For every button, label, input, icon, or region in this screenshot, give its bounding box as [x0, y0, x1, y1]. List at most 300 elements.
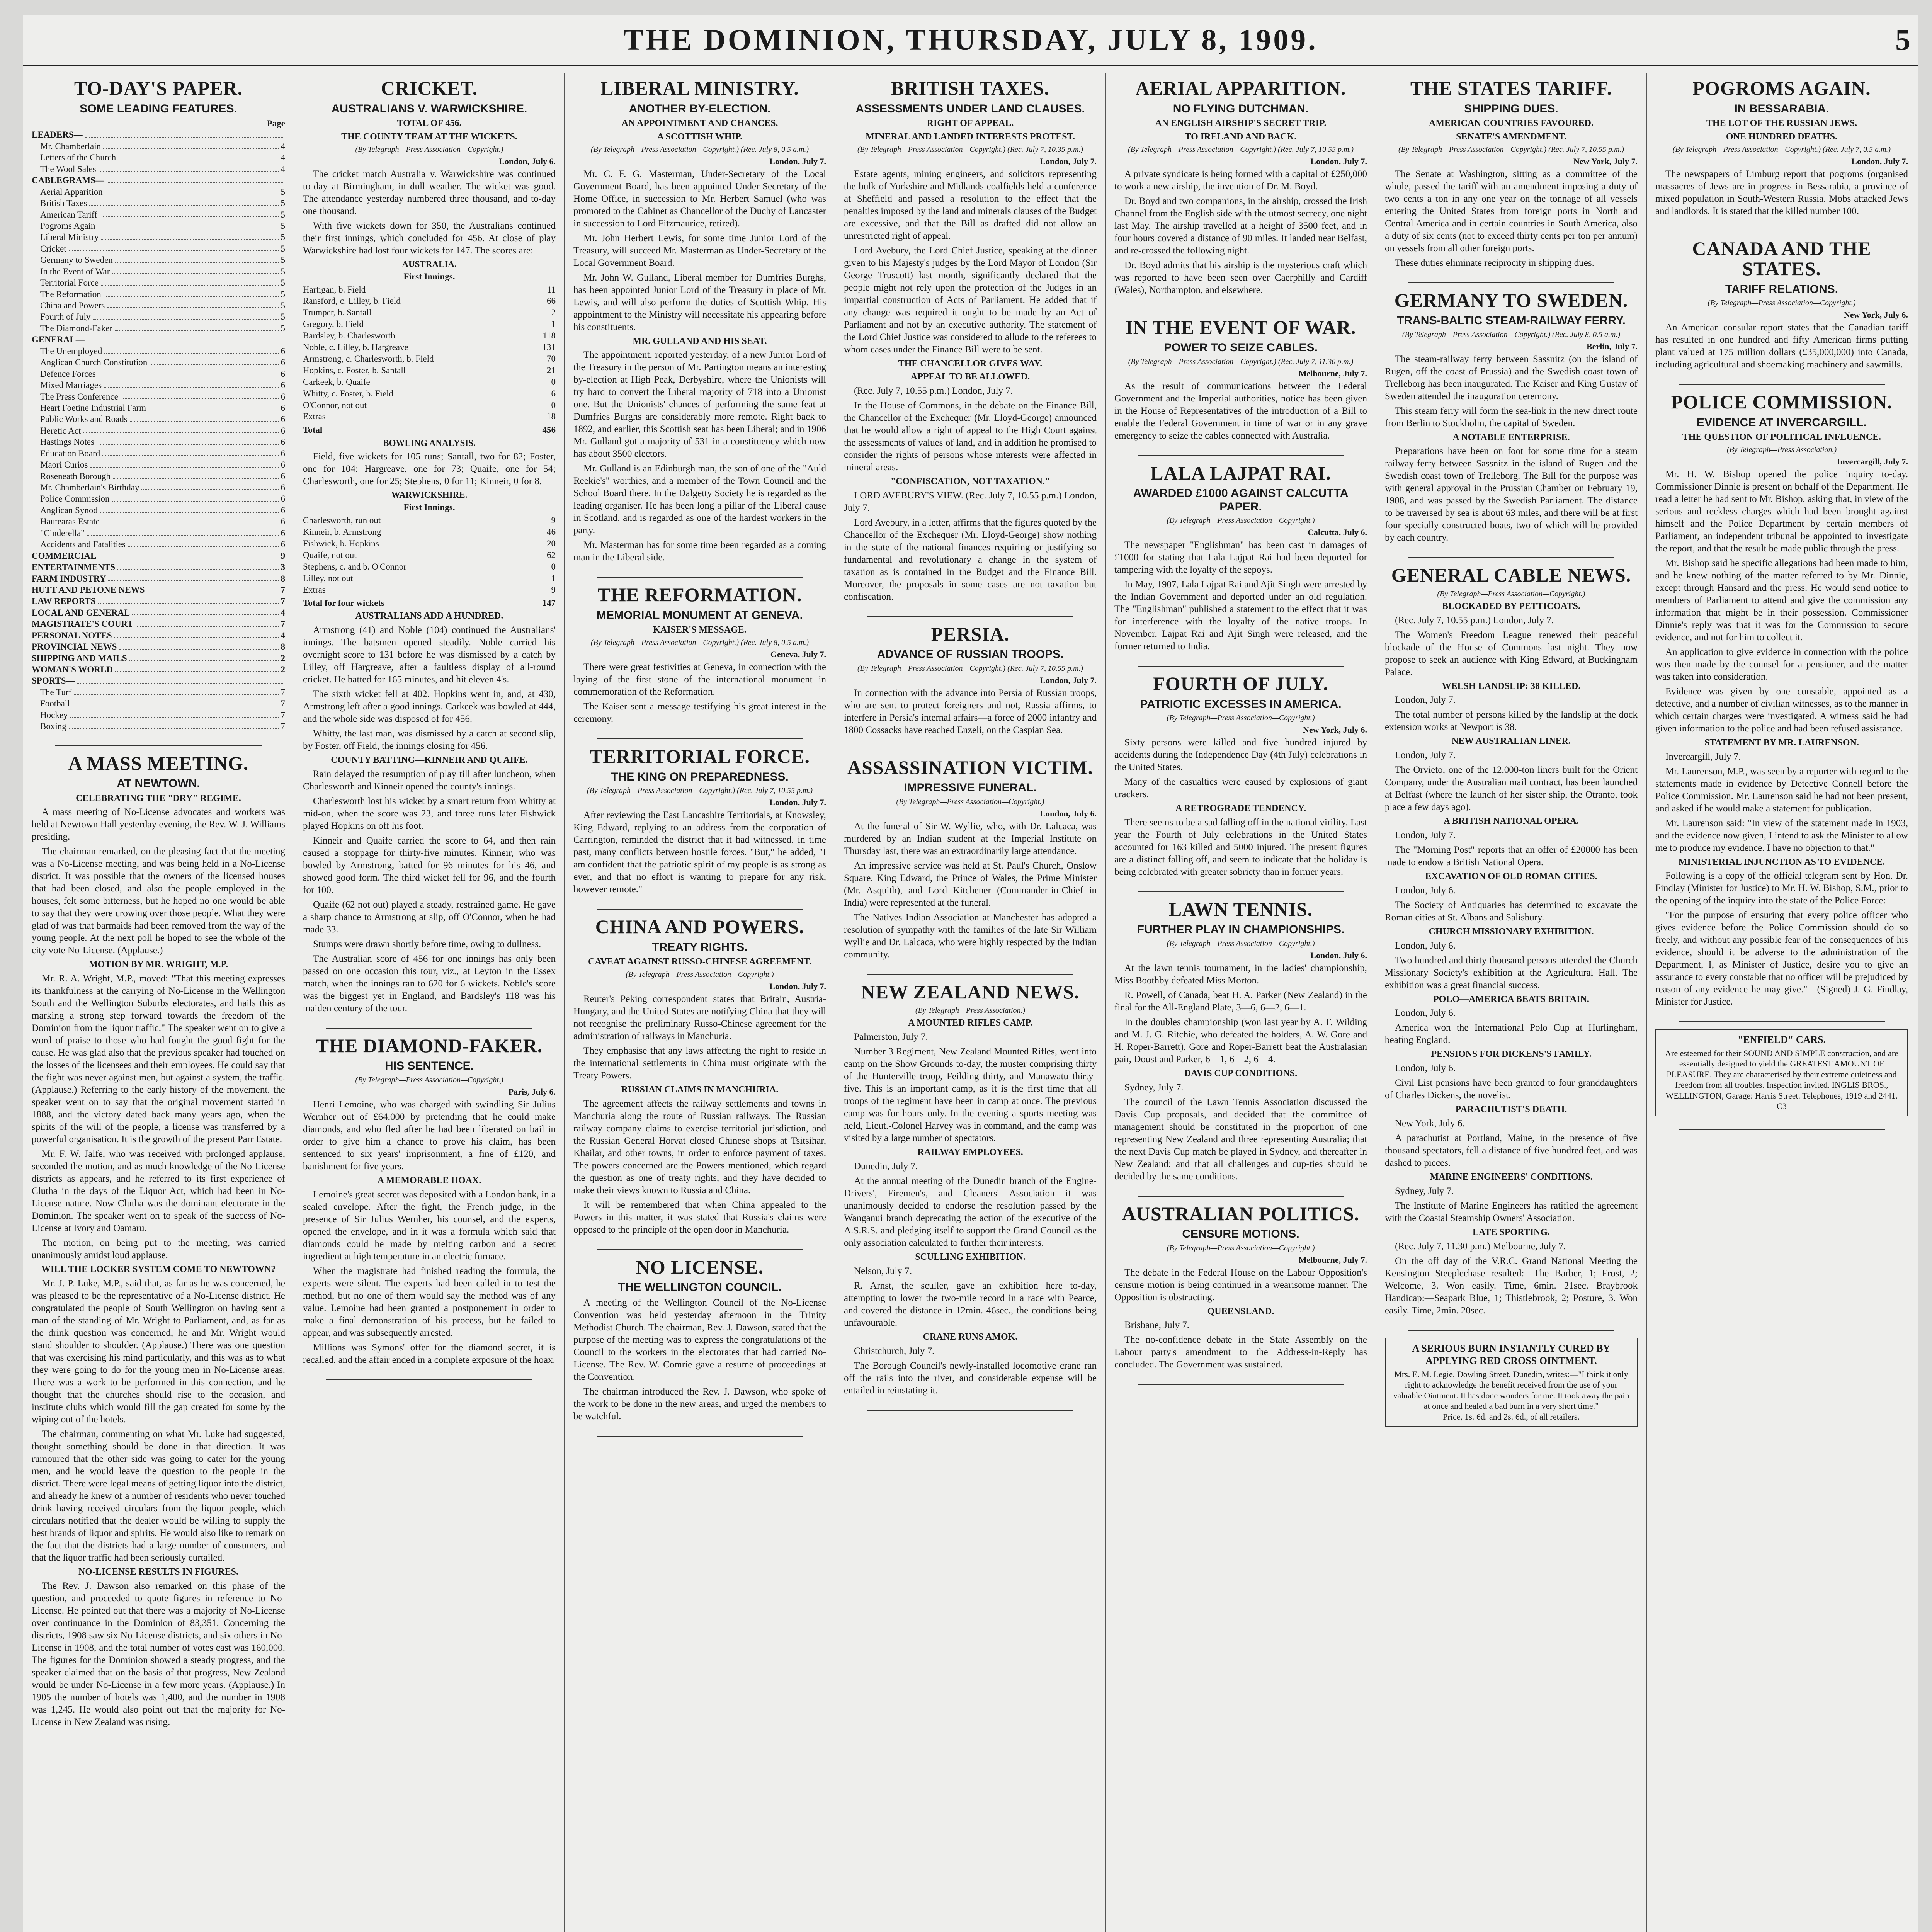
paragraph: It will be remembered that when China appealed to the Powers in this matter, it was stated that Russia's claims were opposed to the principle of the open door in Manchuria. [573, 1199, 826, 1235]
toc-label: Heretic Act [40, 425, 81, 435]
article [32, 78, 285, 732]
toc-leader [104, 289, 279, 297]
score-row [303, 388, 556, 400]
toc-item [32, 231, 285, 243]
toc-page: 8 [281, 573, 285, 583]
toc-item [32, 505, 285, 516]
advertisement [1385, 1338, 1638, 1427]
total-runs: 456 [542, 425, 556, 435]
toc-item [32, 129, 285, 140]
dateline: Geneva, July 7. [770, 650, 826, 660]
paragraph: Armstrong (41) and Noble (104) continued the Australians' innings. The batsmen opened steadily. Noble carried his overnight score to 131 before he was dismissed by a catch by Lilley, off Hargreave, after a faultless display of all-round cricket. He batted for 165 minutes, and hit eleven 4's. [303, 625, 556, 685]
dateline: Berlin, July 7. [1586, 341, 1638, 351]
section-subhead: THE CHANCELLOR GIVES WAY. [898, 358, 1043, 369]
subheadline: THE QUESTION OF POLITICAL INFLUENCE. [1682, 432, 1881, 442]
wire-credit: (By Telegraph—Press Association—Copyright.) (Rec. July 7, 11.30 p.m.) [1128, 357, 1354, 366]
section-rule [1408, 282, 1614, 283]
paragraph: Dunedin, July 7. [854, 1161, 918, 1172]
wire-credit: (By Telegraph—Press Association—Copyright.) (Rec. July 7, 10.55 p.m.) [1128, 145, 1354, 154]
paragraph: Dr. Boyd admits that his airship is the mysterious craft which was reported to have been seen over Caerphilly and Cardiff (Wales), Northampton, and elsewhere. [1114, 260, 1367, 295]
column-4 [835, 73, 1105, 1932]
section-rule [1408, 1330, 1614, 1331]
paragraph: In connection with the advance into Persia of Russian troops, who are sent to protect foreigners and not, Russia affirms, to interfere in Persia's internal affairs—a force of 2000 infantry and 1800 Cossacks have reached Enzeli, on the Caspian Sea. [844, 687, 1097, 735]
toc-item [32, 436, 285, 447]
toc-page: 5 [281, 221, 285, 231]
toc-item [32, 573, 285, 584]
paragraph: There were great festivities at Geneva, in connection with the laying of the first stone of the international monument in commemoration of the Reformation. [573, 662, 826, 697]
paragraph: The Senate at Washington, sitting as a committee of the whole, passed the tariff with an amendment imposing a duty of two cents a ton in any one year on the tonnage of all vessels entering the United States from foreign ports in North and Central America and in certain countries in South America, also a duty of six cents (not to exceed thirty cents per ton per annum) on vessels from all other foreign ports. [1385, 168, 1638, 253]
toc-label: Liberal Ministry [40, 232, 99, 242]
section-rule [867, 974, 1073, 975]
batsman: Armstrong, c. Charlesworth, b. Field [303, 354, 434, 364]
paragraph: Two hundred and thirty thousand persons attended the Church Missionary Society's exhibition at the Agricultural Hall. The exhibition was a great financial success. [1385, 955, 1638, 990]
runs: 11 [547, 284, 556, 294]
runs: 1 [551, 573, 556, 583]
toc-page: 5 [281, 323, 285, 333]
section-subhead: A RETROGRADE TENDENCY. [1175, 803, 1306, 814]
subheadline: TREATY RIGHTS. [652, 940, 748, 954]
section-subhead: WILL THE LOCKER SYSTEM COME TO NEWTOWN? [41, 1264, 276, 1275]
toc-leader [77, 675, 283, 683]
toc-label: Mr. Chamberlain [40, 141, 101, 151]
subheadline: ANOTHER BY-ELECTION. [629, 102, 771, 115]
subheadline: CELEBRATING THE "DRY" REGIME. [76, 793, 241, 803]
toc-label: British Taxes [40, 198, 87, 208]
toc-page: 6 [281, 414, 285, 424]
section-subhead: APPEAL TO BE ALLOWED. [910, 372, 1030, 382]
paragraph: The Rev. J. Dawson also remarked on this phase of the question, and proceeded to quote figures in reference to No-License. He pointed out that there was a majority of No-License over continuance in the Dominion of 83,351. Concerning the districts, 1908 saw six No-License districts, and six others in No-License in 1908, and the total number of votes cast was 160,000. The figures for the Dominion showed a steady progress, and the speaker claimed that on the basis of that progress, New Zealand would be under No-License in a few more years. (Applause.) In 1905 the number of hotels was 1,400, and the number in 1908 was 1,245. He would also point out that the majority for No-License in New Zealand was rising. [32, 1580, 285, 1727]
batsman: Lilley, not out [303, 573, 353, 583]
paragraph: Sydney, July 7. [1395, 1185, 1454, 1196]
paragraph: London, July 7. [1395, 695, 1456, 706]
section-rule [597, 1249, 803, 1250]
toc-page: 6 [281, 539, 285, 549]
toc-label: American Tariff [40, 209, 97, 219]
paragraph: Mr. Laurenson, M.P., was seen by a reporter with regard to the statements made in evidence by Detective Connell before the Police Commission. Mr. Laurenson said he had not been present, and asked if he would make a statement for publication. [1655, 766, 1908, 814]
headline: LIBERAL MINISTRY. [600, 77, 799, 99]
paragraph: LORD AVEBURY'S VIEW. (Rec. July 7, 10.55 p.m.) London, July 7. [844, 490, 1097, 513]
paragraph: Rain delayed the resumption of play till after luncheon, when Charlesworth and Kinneir opened the county's innings. [303, 769, 556, 792]
headline: POGROMS AGAIN. [1692, 77, 1871, 99]
paragraph: Kinneir and Quaife carried the score to 64, and then rain caused a stoppage for thirty-five minutes. Kinneir, who was bowled by Armstrong, batted for 96 minutes for his 46, and showed good form. The third wicket fell for 96, and the fourth for 100. [303, 835, 556, 895]
batsman: Hopkins, c. Foster, b. Santall [303, 365, 406, 375]
toc-page: 7 [281, 619, 285, 629]
paragraph: The sixth wicket fell at 402. Hopkins went in, and, at 430, Armstrong left after a good innings. Carkeek was bowled at 444, and the whole side was disposed of for 456. [303, 689, 556, 724]
headline: CRICKET. [381, 77, 478, 99]
paragraph: Preparations have been on foot for some time for a steam railway-ferry between Sassnitz in the island of Rugen and the Swedish coast town of Trelleborg. The Bill for the purpose was with general approval in the Prussian Chamber on February 19, 1908, and was passed by the Swedish Parliament. The distance to be traversed by sea is about 63 miles, and there will be at first four specially constructed boats, two of which will be provided by each country. [1385, 446, 1638, 543]
toc-page: 7 [281, 721, 285, 731]
section-rule [1138, 666, 1344, 667]
paragraph: (Rec. July 7, 10.55 p.m.) London, July 7. [854, 386, 1013, 396]
toc-leader [115, 323, 278, 331]
page-title: THE DOMINION, THURSDAY, JULY 8, 1909. [623, 23, 1318, 56]
headline: CANADA AND THE STATES. [1692, 237, 1871, 280]
toc-leader [98, 368, 279, 376]
subheadline: ONE HUNDRED DEATHS. [1726, 131, 1838, 142]
toc-item [32, 516, 285, 527]
toc-leader [87, 527, 279, 536]
toc-item [32, 675, 285, 686]
toc-item [32, 482, 285, 493]
toc-item [32, 243, 285, 254]
paragraph: The council of the Lawn Tennis Association discussed the Davis Cup proposals, and decided that the committee of management should be constituted in the proportion of one representing New Zealand and three representing Australia; that the next Davis Cup match be played in Sydney, and thereafter in New Zealand; and that all challenges and cup-ties should be decided by the same conditions. [1114, 1097, 1367, 1182]
paragraph: In the House of Commons, in the debate on the Finance Bill, the Chancellor of the Exchequer (Mr. Lloyd-George) announced that he would allow a right of appeal to the High Court against the assessments of values of land, and in addition he promised to consider the rights of persons whose interests were affected in mineral areas. [844, 400, 1097, 473]
toc-leader [150, 357, 278, 365]
headline: PERSIA. [931, 623, 1010, 645]
dateline: London, July 7. [1310, 156, 1367, 166]
subheadline: THE LOT OF THE RUSSIAN JEWS. [1706, 118, 1857, 128]
toc-label: The Press Conference [40, 391, 118, 401]
toc-label: The Turf [40, 687, 72, 697]
toc-leader [136, 618, 279, 626]
toc-page: 5 [281, 278, 285, 288]
toc-label: Germany to Sweden [40, 255, 113, 265]
subheadline: POWER TO SEIZE CABLES. [1164, 341, 1318, 354]
toc-item [32, 709, 285, 721]
dateline: Melbourne, July 7. [1298, 1255, 1367, 1265]
paragraph: Reuter's Peking correspondent states that Britain, Austria-Hungary, and the United States are notifying China that they will not recognise the preliminary Russo-Chinese agreement for the administration of railways in Manchuria. [573, 993, 826, 1041]
toc-label: ENTERTAINMENTS [32, 562, 116, 572]
section-rule [597, 738, 803, 739]
wire-credit: (By Telegraph—Press Association—Copyright.) (Rec. July 8, 0.5 a.m.) [590, 145, 809, 154]
paragraph: Many of the casualties were caused by explosions of giant crackers. [1114, 777, 1367, 800]
paragraph: The Kaiser sent a message testifying his great interest in the ceremony. [573, 701, 826, 724]
toc-label: Hockey [40, 710, 68, 720]
score-table-title: AUSTRALIA. [402, 259, 457, 269]
subheadline: CENSURE MOTIONS. [1182, 1228, 1299, 1241]
wire-credit: (By Telegraph—Press Association—Copyright.) [1167, 1243, 1315, 1252]
runs: 20 [547, 538, 556, 548]
score-row [303, 538, 556, 549]
paragraph: As the result of communications between the Federal Government and the Imperial authorities, notice has been given in the House of Representatives of the introduction of a Bill to enable the Federal Government in time of war or in any grave emergency to seize the cables connected with Australia. [1114, 381, 1367, 441]
dateline: New York, July 7. [1573, 156, 1638, 166]
paragraph: The motion, on being put to the meeting, was carried unanimously amidst loud applause. [32, 1238, 285, 1261]
headline: ASSASSINATION VICTIM. [847, 756, 1093, 778]
toc-page: 5 [281, 209, 285, 219]
toc-page: 5 [281, 312, 285, 322]
subheadline: IN BESSARABIA. [1734, 102, 1829, 115]
toc-page: 5 [281, 255, 285, 265]
toc-page: 6 [281, 357, 285, 367]
score-table-title: BOWLING ANALYSIS. [383, 438, 476, 448]
score-total [303, 424, 556, 436]
toc-item [32, 220, 285, 231]
toc-label: PERSONAL NOTES [32, 630, 112, 640]
article [573, 585, 826, 725]
toc-page: 4 [281, 141, 285, 151]
toc-page: 6 [281, 505, 285, 515]
batsman: Ransford, c. Lilley, b. Field [303, 296, 401, 306]
toc-leader [118, 152, 278, 160]
wire-credit: (By Telegraph—Press Association—Copyright.) (Rec. July 8, 0.5 a.m.) [590, 638, 809, 647]
paragraph: Lord Avebury, the Lord Chief Justice, speaking at the dinner given to his Majesty's judges by the Lord Mayor of London (Sir George Truscott) last month, significantly declared that the people might not rely upon the protection of the Judges in an impartial construction of Acts of Parliament. He added that if any change was required it ought to be made by an Act of Parliament and not by an executive authority. The statement of the Lord Chief Justice was considered to allude to the referees to whom cases under the Finance Bill were to be sent. [844, 245, 1097, 355]
column-5 [1105, 73, 1376, 1932]
paragraph: The Society of Antiquaries has determined to excavate the Roman cities at St. Albans and Salisbury. [1385, 900, 1638, 923]
toc-label: MAGISTRATE'S COURT [32, 619, 133, 629]
paragraph: The steam-railway ferry between Sassnitz (on the island of Rugen, off the coast of Prussia) and the Swedish coast town of Trelleborg has been inaugurated. The Kaiser and King Gustav of Sweden attended the inauguration ceremony. [1385, 354, 1638, 401]
paragraph: London, July 7. [1395, 830, 1456, 841]
toc-label: GENERAL— [32, 335, 85, 345]
article [32, 753, 285, 1728]
toc-leader [97, 436, 279, 444]
paragraph: London, July 6. [1395, 1063, 1456, 1074]
article [1655, 78, 1908, 218]
section-subhead: RAILWAY EMPLOYEES. [917, 1147, 1023, 1158]
toc-item [32, 379, 285, 391]
article [303, 78, 556, 1015]
toc-item [32, 402, 285, 413]
section-subhead: "CONFISCATION, NOT TAXATION." [890, 476, 1050, 487]
paragraph: At the funeral of Sir W. Wyllie, who, with Dr. Lalcaca, was murdered by an Indian student at the Imperial Institute on Thursday last, there was an extraordinarily large attendance. [844, 821, 1097, 856]
article [1385, 1338, 1638, 1427]
subheadline: AUSTRALIANS V. WARWICKSHIRE. [331, 102, 527, 115]
newspaper-page [23, 15, 1918, 1932]
toc-label: HUTT AND PETONE NEWS [32, 585, 145, 595]
article [1114, 1204, 1367, 1371]
toc-leader [148, 402, 278, 410]
headline: FOURTH OF JULY. [1153, 673, 1328, 695]
toc-item [32, 300, 285, 311]
toc-label: LOCAL AND GENERAL [32, 607, 130, 617]
section-rule [1679, 384, 1885, 385]
score-row [303, 411, 556, 422]
score-table-subtitle: First Innings. [403, 271, 455, 281]
paragraph: Sydney, July 7. [1124, 1082, 1184, 1093]
toc-item [32, 311, 285, 322]
batsman: Hartigan, b. Field [303, 284, 366, 294]
dateline: New York, July 6. [1303, 725, 1367, 735]
toc-item [32, 550, 285, 561]
paragraph: The total number of persons killed by the landslip at the dock extension works at Newport is 38. [1385, 709, 1638, 733]
paragraph: At the annual meeting of the Dunedin branch of the Engine-Drivers', Firemen's, and Cleaners' Association it was unanimously decided to endorse the resolution passed by the Wanganui branch deprecating the action of the executive of the A.S.R.S. and pledging itself to support the Grand Council as the only association calculated to further their interests. [844, 1176, 1097, 1248]
section-subhead: A NOTABLE ENTERPRISE. [1452, 432, 1570, 442]
paragraph: The chairman, commenting on what Mr. Luke had suggested, thought something should be done in that direction. It was rumoured that the other side was going to cater for the young men, and he would leave the question to the people in the district. There were legal means of getting liquor into the district, and already he knew of a number of residents who never touched drink having received circulars from the liquor people, which circulars notified that the dealer would be willing to supply the best brands of liquor and spirits. He would also like to remark on the fact that the districts had a large number of consumers, and that the liquor traffic had been seriously curtailed. [32, 1429, 285, 1563]
paragraph: London, July 7. [1395, 750, 1456, 761]
paragraph: A parachutist at Portland, Maine, in the presence of five thousand spectators, fell a distance of five hundred feet, and was dashed to pieces. [1385, 1133, 1638, 1168]
toc-label: Boxing [40, 721, 66, 731]
wire-credit: (By Telegraph—Press Association—Copyright.) [1167, 714, 1315, 723]
headline: NEW ZEALAND NEWS. [861, 981, 1080, 1003]
toc-item [32, 630, 285, 641]
toc-leader [132, 607, 278, 615]
toc-label: Football [40, 699, 70, 709]
toc-item [32, 197, 285, 209]
section-rule [1679, 1129, 1885, 1130]
batsman: Stephens, c. and b. O'Connor [303, 561, 406, 571]
subheadline: HIS SENTENCE. [384, 1060, 474, 1073]
dateline: New York, July 6. [1844, 310, 1908, 320]
dateline: London, July 7. [1851, 156, 1908, 166]
paragraph: The Institute of Marine Engineers has ratified the agreement with the Coastal Steamship Owners' Association. [1385, 1200, 1638, 1223]
batsman: Whitty, c. Foster, b. Field [303, 388, 393, 398]
toc-page: 7 [281, 710, 285, 720]
toc-leader [114, 630, 279, 638]
article [844, 982, 1097, 1397]
section-subhead: AUSTRALIANS ADD A HUNDRED. [355, 611, 503, 621]
toc-item [32, 539, 285, 550]
toc-label: Maori Curios [40, 460, 88, 470]
section-rule [1679, 1021, 1885, 1022]
paragraph: New York, July 6. [1395, 1118, 1465, 1129]
section-rule [1138, 891, 1344, 892]
toc-page: 7 [281, 687, 285, 697]
toc-item [32, 289, 285, 300]
column-6 [1376, 73, 1646, 1932]
paragraph: A mass meeting of No-License advocates and workers was held at Newtown Hall yesterday evening, the Rev. W. J. Williams presiding. [32, 807, 285, 842]
subheadline: TO IRELAND AND BACK. [1185, 131, 1297, 142]
toc-item [32, 561, 285, 573]
batsman: Kinneir, b. Armstrong [303, 527, 381, 537]
score-row [303, 365, 556, 376]
toc-page: 5 [281, 243, 285, 253]
toc-leader [100, 505, 279, 513]
toc-item [32, 323, 285, 334]
toc-label: Defence Forces [40, 369, 96, 379]
subheadline: KAISER'S MESSAGE. [653, 625, 747, 635]
batsman: Extras [303, 585, 326, 595]
toc-item [32, 357, 285, 368]
runs: 0 [551, 561, 556, 571]
wire-credit: (By Telegraph—Press Association—Copyright.) [1167, 516, 1315, 525]
toc-leader [147, 584, 278, 592]
section-subhead: MINISTERIAL INJUNCTION AS TO EVIDENCE. [1678, 857, 1885, 867]
article [1385, 78, 1638, 269]
toc-leader [119, 641, 278, 649]
toc-item [32, 345, 285, 357]
paragraph: Mr. R. A. Wright, M.P., moved: "That this meeting expresses its thankfulness at the carrying of No-License in the Wellington South and the Wellington Suburbs electorates, and hails this as marking a strong step forward towards the freedom of the Dominion from the liquor traffic." The speaker went on to give a word of praise to those who had fought the good fight for the cause. He was glad also that the previous speaker had touched on the losses of the licensees and their employees. He could say that the fight was never against men, but against a system, the traffic. (Applause.) Referring to the early history of the movement, the speaker went on to say that the original movement started in 1888, and the victory dated back many years ago, when the spirits of the will of the people, a license was transferred by a powerful organisation. It is the growth of the present Parr Estate. [32, 973, 285, 1145]
subheadline: AN APPOINTMENT AND CHANCES. [621, 118, 778, 128]
toc-page: 9 [281, 551, 285, 561]
article [573, 746, 826, 896]
article [1114, 78, 1367, 296]
toc-item [32, 584, 285, 595]
headline: NO LICENSE. [636, 1256, 764, 1278]
paragraph: They emphasise that any laws affecting the right to reside in the international settlements in China must originate with the Treaty Powers. [573, 1045, 826, 1081]
article [844, 757, 1097, 961]
score-row [303, 295, 556, 307]
dateline: Invercargill, July 7. [1837, 456, 1908, 466]
section-subhead: COUNTY BATTING—KINNEIR AND QUAIFE. [331, 755, 528, 765]
toc-leader [70, 709, 279, 718]
subheadline: AWARDED £1000 AGAINST CALCUTTA PAPER. [1133, 487, 1349, 513]
toc-item [32, 493, 285, 504]
toc-item [32, 209, 285, 220]
toc-label: Letters of the Church [40, 153, 116, 163]
subheadline: AMERICAN COUNTRIES FAVOURED. [1429, 118, 1594, 128]
toc-label: Mixed Marriages [40, 380, 102, 390]
total-label: Total for four wickets [303, 598, 385, 608]
paragraph: Mr. C. F. G. Masterman, Under-Secretary of the Local Government Board, has been appointed Under-Secretary of the Home Office, in succession to Mr. Herbert Samuel (who was promoted to the Cabinet as Chancellor of the Duchy of Lancaster in succession to Lord Fitzmaurice, retired). [573, 168, 826, 229]
subheadline: THE WELLINGTON COUNCIL. [618, 1281, 782, 1294]
runs: 131 [542, 342, 556, 352]
score-row [303, 400, 556, 411]
toc-leader [115, 664, 279, 672]
headline: TERRITORIAL FORCE. [590, 745, 810, 767]
toc-page: 2 [281, 653, 285, 663]
article [1655, 1029, 1908, 1116]
toc-page: 6 [281, 346, 285, 356]
toc-label: Hautearas Estate [40, 517, 100, 527]
article [303, 1036, 556, 1366]
wire-credit: (By Telegraph—Press Association—Copyright.) (Rec. July 7, 10.55 p.m.) [1398, 145, 1624, 154]
toc-item [32, 368, 285, 379]
toc-leader [100, 209, 279, 217]
article [1385, 290, 1638, 544]
toc-page: 6 [281, 391, 285, 401]
runs: 9 [551, 515, 556, 526]
ad-text: Are esteemed for their SOUND AND SIMPLE construction, and are essentially designed to yield the GREATEST AMOUNT OF PLEASURE. They are characterised by their extreme quietness and freedom from all troubles. Inspection invited. INGLIS BROS., WELLINGTON, Garage: Harris Street. Telephones, 1919 and 2441. [1665, 1048, 1898, 1100]
toc-leader [102, 516, 279, 524]
subheadline: ASSESSMENTS UNDER LAND CLAUSES. [855, 102, 1085, 115]
toc-page: 4 [281, 630, 285, 640]
toc-leader [112, 266, 278, 274]
toc-page: 5 [281, 301, 285, 310]
batsman: Trumper, b. Santall [303, 308, 372, 318]
toc-leader [104, 379, 278, 388]
runs: 9 [551, 585, 556, 595]
bowling-analysis: Field, five wickets for 105 runs; Santall, two for 82; Foster, one for 104; Hargreave, one for 73; Quaife, one for 54; Charlesworth, one for 25; Stephens, 0 for 11; Kinneir, 0 for 8. [303, 451, 556, 487]
article [1655, 392, 1908, 1008]
toc-leader [105, 186, 279, 194]
paragraph: A private syndicate is being formed with a capital of £250,000 to work a new airship, the invention of Dr. M. Boyd. [1114, 168, 1367, 192]
paragraph: R. Powell, of Canada, beat H. A. Parker (New Zealand) in the final for the All-England Plate, 3—6, 6—2, 6—1. [1114, 990, 1367, 1013]
paragraph: An impressive service was held at St. Paul's Church, Onslow Square. King Edward, the Prince of Wales, the Prime Minister (Mr. Asquith), and Lord Kitchener (Commander-in-Chief in India) were represented at the funeral. [844, 860, 1097, 908]
toc-page: 7 [281, 596, 285, 606]
section-subhead: CHURCH MISSIONARY EXHIBITION. [1429, 926, 1594, 937]
toc-page: 6 [281, 403, 285, 413]
section-subhead: LATE SPORTING. [1472, 1227, 1550, 1237]
subheadline: SHIPPING DUES. [1464, 102, 1558, 115]
batsman: Charlesworth, run out [303, 515, 381, 526]
paragraph: The no-confidence debate in the State Assembly on the Labour party's amendment to the Address-in-Reply has concluded. The Government was sustained. [1114, 1335, 1367, 1370]
subheadline: IMPRESSIVE FUNERAL. [904, 781, 1037, 794]
wire-credit: (By Telegraph—Press Association—Copyright.) [1708, 299, 1856, 308]
toc-label: Mr. Chamberlain's Birthday [40, 483, 139, 492]
toc-page: 6 [281, 494, 285, 504]
toc-page: 6 [281, 448, 285, 458]
toc-label: SHIPPING AND MAILS [32, 653, 127, 663]
paragraph: Charlesworth lost his wicket by a smart return from Whitty at mid-on, when the score was 23, and three runs later Fishwick played Hopkins on off his foot. [303, 796, 556, 831]
toc-leader [121, 391, 279, 399]
paragraph: Stumps were drawn shortly before time, owing to dullness. [313, 939, 541, 949]
runs: 0 [551, 377, 556, 387]
toc-leader [107, 175, 283, 183]
toc-leader [90, 459, 278, 467]
score-row [303, 515, 556, 526]
paragraph: The Women's Freedom League renewed their peaceful blockade of the House of Commons last night. They now propose to seek an audience with King Edward, at Buckingham Palace. [1385, 629, 1638, 677]
toc-label: The Unemployed [40, 346, 102, 356]
toc-leader [113, 471, 278, 479]
toc-label: Cricket [40, 243, 66, 253]
toc-page: 8 [281, 642, 285, 652]
toc-label: PROVINCIAL NEWS [32, 642, 117, 652]
wire-credit: (By Telegraph—Press Association—Copyright.) [355, 145, 503, 154]
toc-item [32, 595, 285, 607]
toc-item [32, 175, 285, 186]
paragraph: Invercargill, July 7. [1665, 751, 1741, 762]
toc-leader [83, 425, 278, 433]
paragraph: Mr. Bishop said he specific allegations had been made to him, and he knew nothing of the matter referred to by Mr. Dinnie, except through Hansard and the press. He would send notice to members of Parliament to attend and give the commission any information that might be in their possession. Commissioner Dinnie's reply was that it was for the Commission to secure evidence, and not for him to collect it. [1655, 558, 1908, 643]
paragraph: The agreement affects the railway settlements and towns in Manchuria along the route of Russian railways. The Russian railway company claims to exercise territorial jurisdiction, and the Russian General Horvat closed Chinese shops at Tsitsihar, Khailar, and other towns, in order to enforce payment of taxes. The powers concerned are the Powers mentioned, which regard the question as one of treaty rights, and they have decided to make their views known to Russia and China. [573, 1098, 826, 1196]
section-subhead: SCULLING EXHIBITION. [915, 1252, 1026, 1262]
toc-label: The Reformation [40, 289, 101, 299]
toc-page: 6 [281, 483, 285, 492]
headline: BRITISH TAXES. [891, 77, 1049, 99]
score-row [303, 284, 556, 296]
score-row [303, 376, 556, 388]
dateline: Paris, July 6. [508, 1087, 556, 1097]
toc-label: Territorial Force [40, 278, 99, 288]
